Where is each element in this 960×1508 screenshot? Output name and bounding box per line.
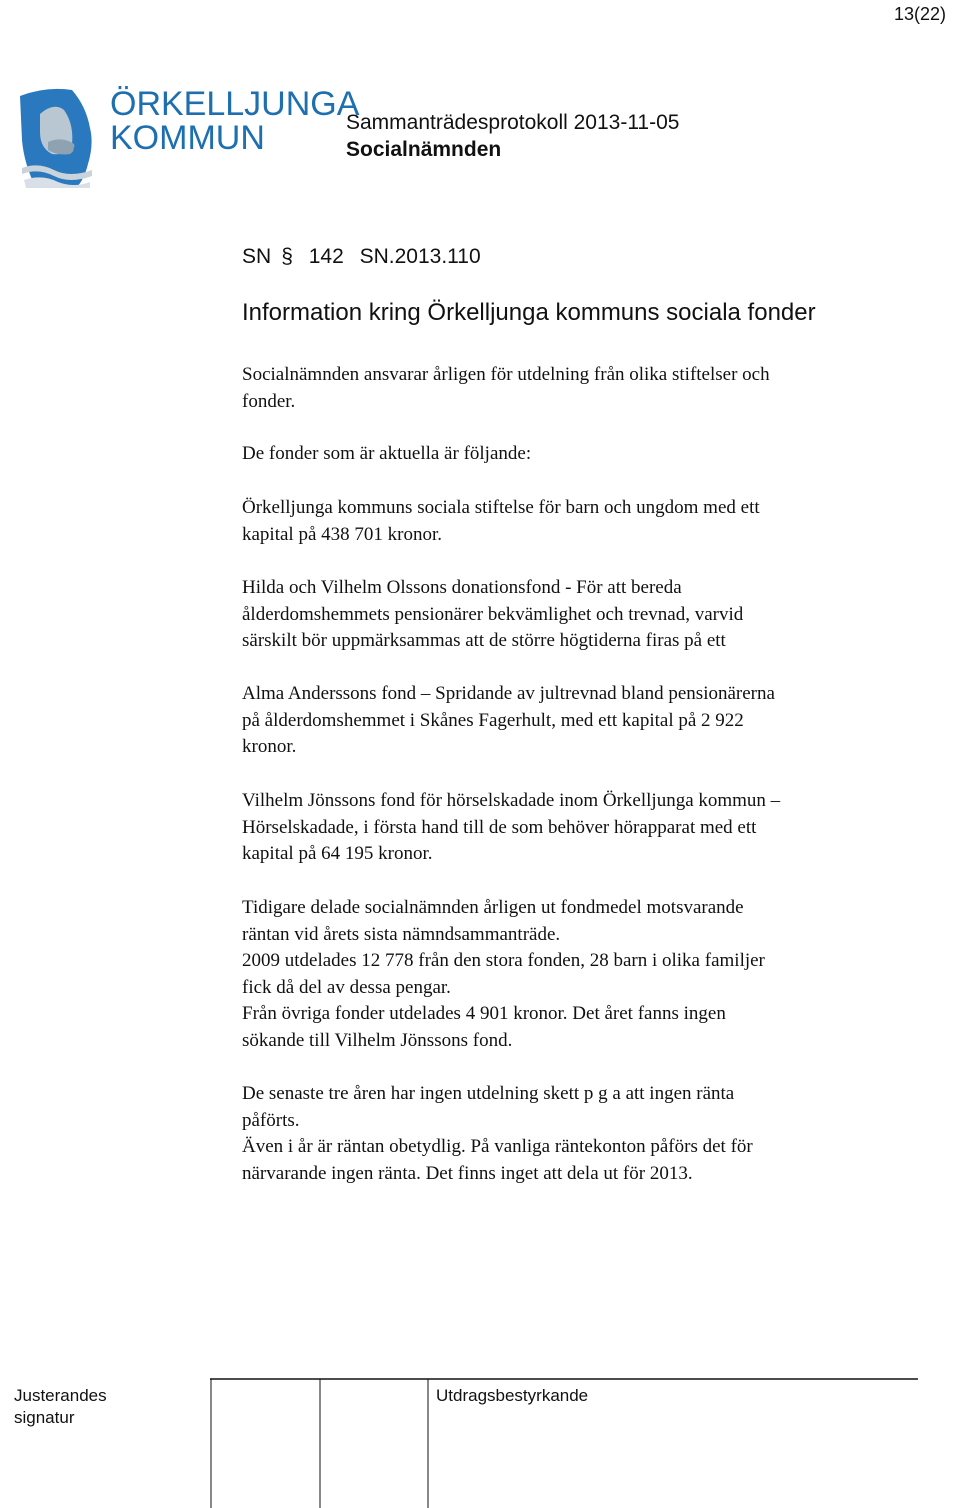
text-line: påförts. [242, 1109, 300, 1131]
text-line: fick då del av dessa pengar. [242, 976, 451, 998]
protocol-title: Sammanträdesprotokoll 2013-11-05 [346, 111, 680, 134]
municipality-logo-emblem [18, 84, 98, 190]
footer-text: signatur [14, 1408, 75, 1427]
text-line: särskilt bör uppmärksammas att de större högtiderna firas på ett [242, 630, 726, 651]
text-line: fonder. [242, 390, 296, 412]
text-line: räntan vid årets sista nämndsammanträde. [242, 923, 561, 945]
paragraph-olsson-fund [242, 575, 882, 655]
case-ref-number: SN.2013.110 [359, 245, 481, 268]
page-number: 13(22) [893, 4, 946, 24]
text-line: De senaste tre åren har ingen utdelning skett p g a att ingen ränta [242, 1083, 735, 1104]
municipality-logo-text [110, 87, 359, 155]
document-heading: Information kring Örkelljunga kommuns sociala fonder [242, 299, 816, 326]
text-line: De fonder som är aktuella är följande: [242, 443, 532, 464]
text-line: Tidigare delade socialnämnden årligen ut fondmedel motsvarande [242, 897, 744, 918]
paragraph-recent-years [242, 1081, 882, 1187]
text-line: Hilda och Vilhelm Olssons donationsfond - För att bereda [242, 577, 682, 598]
text-line: 2009 utdelades 12 778 från den stora fonden, 28 barn i olika familjer [242, 950, 765, 971]
paragraph-social-foundation [242, 495, 882, 548]
text-line: sökande till Vilhelm Jönssons fond. [242, 1029, 513, 1051]
text-line: närvarande ingen ränta. Det finns inget att dela ut för 2013. [242, 1162, 693, 1184]
text-line: på ålderdomshemmet i Skånes Fagerhult, med ett kapital på 2 922 [242, 709, 744, 731]
text-line: Från övriga fonder utdelades 4 901 kronor. Det året fanns ingen [242, 1003, 726, 1024]
text-line: Även i år är räntan obetydlig. På vanliga räntekonton påförs det för [242, 1136, 753, 1157]
text-line: kapital på 438 701 kronor. [242, 523, 442, 545]
footer-text: Justerandes [14, 1386, 107, 1405]
text-line: Örkelljunga kommuns sociala stiftelse för barn och ungdom med ett [242, 497, 760, 518]
paragraph-funds-intro [242, 441, 882, 468]
text-line: kapital på 64 195 kronor. [242, 843, 433, 864]
text-line: Socialnämnden ansvarar årligen för utdelning från olika stiftelser och [242, 364, 770, 385]
utdragsbestyrkande-label: Utdragsbestyrkande [436, 1386, 589, 1405]
committee-name: Socialnämnden [346, 138, 502, 161]
case-sn: SN [242, 245, 272, 268]
text-line: Alma Anderssons fond – Spridande av jultrevnad bland pensionärerna [242, 683, 775, 704]
paragraph-jonsson-fund [242, 788, 882, 868]
paragraph-responsibility [242, 362, 882, 415]
logo-line-2: KOMMUN [110, 119, 265, 157]
case-reference [242, 245, 491, 269]
case-number: 142 [308, 245, 344, 268]
paragraph-symbol: § [281, 245, 293, 268]
paragraph-andersson-fund [242, 681, 882, 761]
justerandes-signatur-label [14, 1385, 107, 1429]
logo-line-1: ÖRKELLJUNGA [110, 85, 360, 123]
text-line: kronor. [242, 736, 297, 757]
paragraph-past-distributions [242, 895, 882, 1054]
text-line: ålderdomshemmets pensionärer bekvämlighet och trevnad, varvid [242, 603, 744, 625]
text-line: Vilhelm Jönssons fond för hörselskadade inom Örkelljunga kommun – [242, 790, 781, 811]
text-line: Hörselskadade, i första hand till de som behöver hörapparat med ett [242, 816, 757, 838]
